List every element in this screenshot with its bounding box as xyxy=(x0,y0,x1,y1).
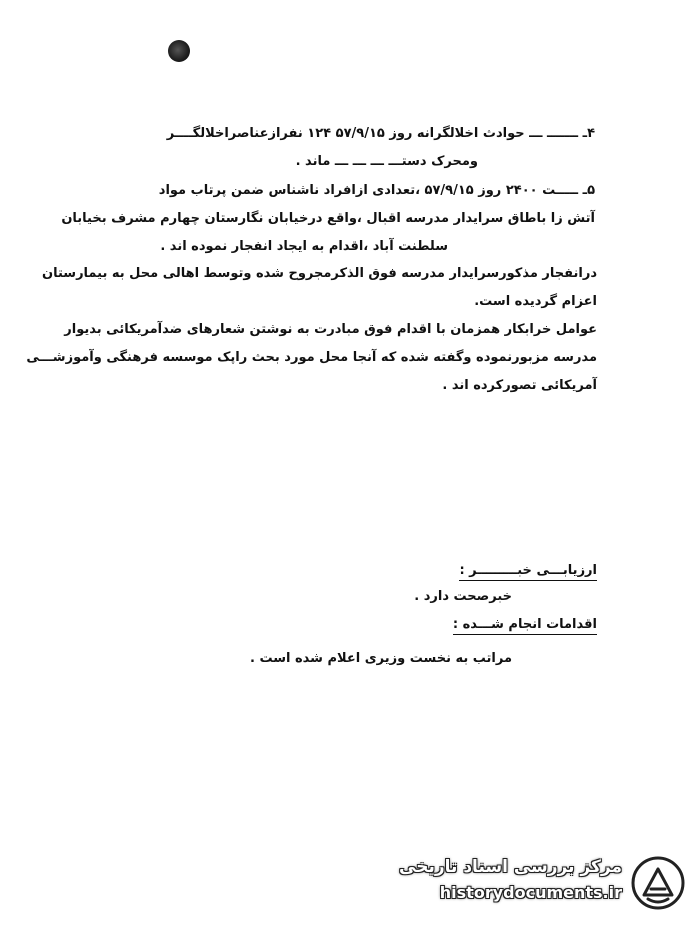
paragraph-5-line-2: آتش زا باطاق سرایدار مدرسه اقبال ،واقع درخیابان نگارستان چهارم مشرف بخیابان xyxy=(61,211,595,226)
paragraph-4-line-1: ۴ـ ـــــــ ـــ حوادث اخلالگرانه روز ۵۷/۹/۱۵ ۱۲۴ نفرازعناصراخلالگــــر xyxy=(166,126,595,141)
actions-heading-text: اقدامات انجام شـــده : xyxy=(453,617,597,635)
evaluation-heading-text: ارزیابـــی خبـــــــــر : xyxy=(459,563,597,581)
paragraph-4-line-2: ومحرک دستـــ ـــ ـــ ـــ ماند . xyxy=(295,154,478,169)
archive-title: مرکز بررسی اسناد تاریخی xyxy=(399,857,622,877)
paragraph-5-line-6: عوامل خرابکار همزمان با اقدام فوق مبادرت به نوشتن شعارهای ضدآمریکائی بدیوار xyxy=(64,322,597,337)
actions-text: مراتب به نخست وزیری اعلام شده است . xyxy=(249,651,512,666)
archive-logo-icon xyxy=(630,855,686,911)
paragraph-5-line-5: اعزام گردیده است. xyxy=(474,294,597,309)
evaluation-heading xyxy=(459,563,597,578)
actions-heading xyxy=(453,617,597,632)
paragraph-5-line-3: سلطنت آباد ،اقدام به ایجاد انفجار نموده اند . xyxy=(160,239,448,254)
punch-hole-mark xyxy=(168,40,190,62)
paragraph-5-line-4: درانفجار مذکورسرایدار مدرسه فوق الذکرمجروح شده وتوسط اهالی محل به بیمارستان xyxy=(42,266,597,281)
evaluation-text: خبرصحت دارد . xyxy=(414,589,512,604)
paragraph-5-line-1: ۵ـ ـــــت ۲۴۰۰ روز ۵۷/۹/۱۵ ،تعدادی ازافراد ناشناس ضمن پرتاب مواد xyxy=(158,183,595,198)
paragraph-5-line-8: آمریکائی تصورکرده اند . xyxy=(442,378,597,393)
paragraph-5-line-7: مدرسه مزبورنموده وگفته شده که آنجا محل مورد بحث راپک موسسه فرهنگی وآموزشـــی xyxy=(26,350,597,365)
archive-url: historydocuments.ir xyxy=(439,883,622,902)
archive-watermark xyxy=(399,849,690,919)
